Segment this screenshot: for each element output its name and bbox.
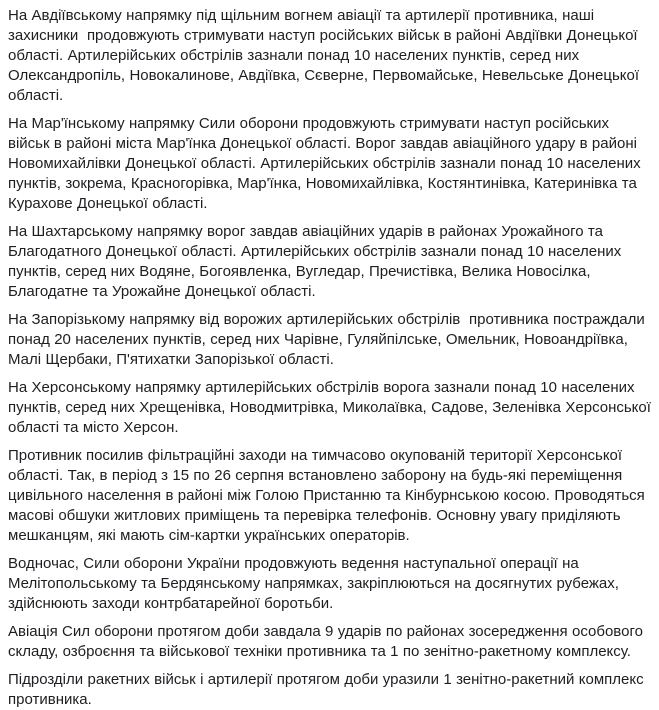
paragraph-filtration-measures: Противник посилив фільтраційні заходи на тимчасово окупованій території Херсонської області. Так, в період з 15 по 26 серпня встановлено заборону на будь-які переміщення цивільного населення в районі між Голою Пристанню та Кінбурнською косою. Проводяться масові обшуки житлових приміщень та перевірка телефонів. Основну увагу приділяють мешканцям, які мають сім-картки українських операторів. <box>8 447 650 544</box>
paragraph-avdiivka-direction: На Авдіївському напрямку під щільним вогнем авіації та артилерії противника, наші захисники продовжують стримувати наступ російських військ в районі Авдіївки Донецької області. Артилерійських обстрілів зазнали понад 10 населених пунктів, серед них Олександропіль, Новокалинове, Авдіївка, Сєверне, Первомайське, Невельське Донецької області. <box>8 7 644 104</box>
paragraph-missile-artillery-strikes: Підрозділи ракетних військ і артилерії протягом доби уразили 1 зенітно-ракетний комплекс противника. <box>8 671 648 708</box>
paragraph-marinka-direction: На Мар'їнському напрямку Сили оборони продовжують стримувати наступ російських військ в районі міста Мар'їнка Донецької області. Ворог завдав авіаційного удару в районі Новомихайлівки Донецької області. Артилерійських обстрілів зазнали понад 10 населених пунктів, зокрема, Красногорівка, Мар'їнка, Новомихайлівка, Костянтинівка, Катеринівка та Курахове Донецької області. <box>8 115 646 212</box>
paragraph-offensive-operations: Водночас, Сили оборони України продовжують ведення наступальної операції на Мелітопольському та Бердянському напрямках, закріплюються на досягнутих рубежах, здійснюють заходи контрбатарейної боротьби. <box>8 555 624 612</box>
paragraph-shakhtarske-direction: На Шахтарському напрямку ворог завдав авіаційних ударів в районах Урожайного та Благодатного Донецької області. Артилерійських обстрілів зазнали понад 10 населених пунктів, серед них Водяне, Богоявленка, Вугледар, Пречистівка, Велика Новосілка, Благодатне та Урожайне Донецької області. <box>8 223 626 300</box>
paragraph-aviation-strikes: Авіація Сил оборони протягом доби завдала 9 ударів по районах зосередження особового складу, озброєння та військової техніки противника та 1 по зенітно-ракетному комплексу. <box>8 623 648 660</box>
paragraph-kherson-direction: На Херсонському напрямку артилерійських обстрілів ворога зазнали понад 10 населених пунктів, серед них Хрещенівка, Новодмитрівка, Миколаївка, Садове, Зеленівка Херсонської області та місто Херсон. <box>8 379 656 436</box>
paragraph-zaporizhzhia-direction: На Запорізькому напрямку від ворожих артилерійських обстрілів противника постраждали понад 20 населених пунктів, серед них Чарівне, Гуляйпілське, Омельник, Новоандріївка, Малі Щербаки, П'ятихатки Запорізької області. <box>8 311 650 368</box>
